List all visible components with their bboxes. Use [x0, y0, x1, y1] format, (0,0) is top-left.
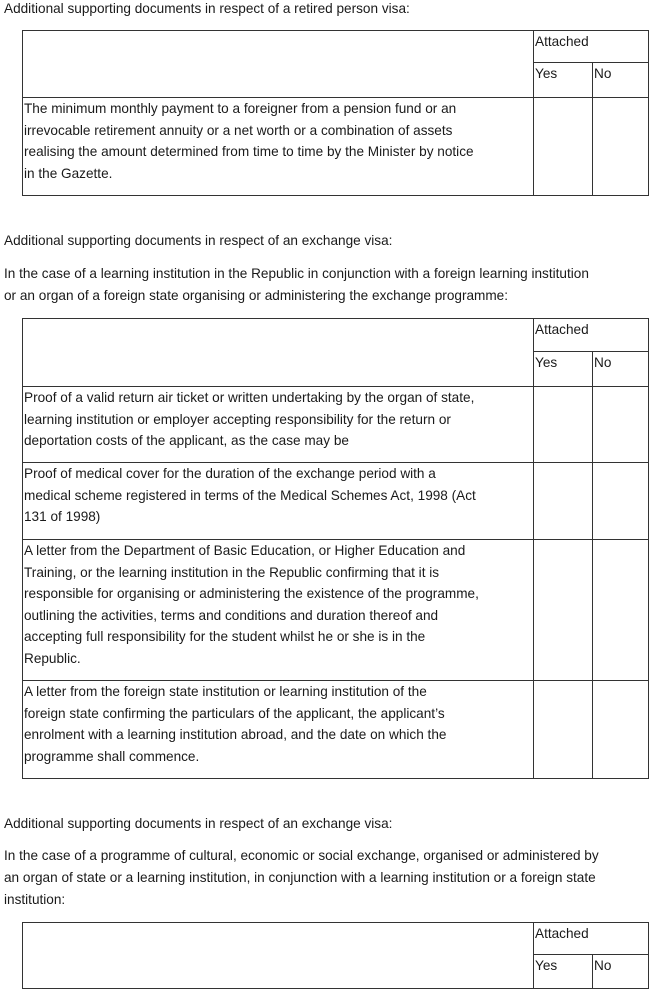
requirement-line: Republic.: [24, 650, 81, 666]
requirement-cell: [23, 540, 534, 681]
requirement-line: in the Gazette.: [24, 165, 113, 181]
exchange-visa-table: [22, 318, 649, 779]
requirement-line: realising the amount determined from time to time by the Minister by notice: [24, 144, 474, 159]
attached-header: Attached: [534, 923, 649, 955]
no-checkbox-cell[interactable]: [593, 463, 649, 540]
yes-checkbox-cell[interactable]: [534, 681, 593, 779]
requirement-cell: [23, 681, 534, 779]
yes-header: Yes: [534, 63, 593, 98]
yes-checkbox-cell[interactable]: [534, 463, 593, 540]
requirement-line: 131 of 1998): [24, 509, 101, 524]
no-header: No: [593, 955, 649, 989]
requirement-cell: [23, 387, 534, 463]
requirement-line: A letter from the Department of Basic Education, or Higher Education and: [24, 543, 466, 558]
no-checkbox-cell[interactable]: [593, 387, 649, 463]
requirement-line: deportation costs of the applicant, as the case may be: [24, 433, 349, 448]
requirement-line: programme shall commence.: [24, 748, 200, 764]
requirement-line: responsible for organising or administering the existence of the programme,: [24, 586, 479, 601]
yes-checkbox-cell[interactable]: [534, 540, 593, 681]
yes-checkbox-cell[interactable]: [534, 98, 593, 196]
table-row: [23, 463, 649, 540]
exchange-visa-heading: Additional supporting documents in respect of an exchange visa:: [4, 816, 393, 831]
requirement-line: accepting full responsibility for the student whilst he or she is in the: [24, 629, 426, 644]
attached-header: Attached: [534, 31, 649, 63]
yes-checkbox-cell[interactable]: [534, 387, 593, 463]
requirement-line: medical scheme registered in terms of the Medical Schemes Act, 1998 (Act: [24, 487, 476, 503]
table-header-blank: [23, 31, 534, 98]
requirement-line: foreign state confirming the particulars of the applicant, the applicant’s: [24, 705, 445, 721]
requirement-line: Training, or the learning institution in the Republic confirming that it is: [24, 564, 440, 580]
requirement-line: The minimum monthly payment to a foreigner from a pension fund or an: [24, 101, 457, 116]
requirement-line: enrolment with a learning institution abroad, and the date on which the: [24, 727, 447, 742]
table-header-blank: [23, 923, 534, 989]
exchange-visa-intro-line: In the case of a programme of cultural, economic or social exchange, organised or administered by: [4, 848, 599, 863]
exchange-visa-table: [22, 922, 649, 989]
no-header: No: [593, 63, 649, 98]
requirement-line: A letter from the foreign state institution or learning institution of the: [24, 684, 427, 699]
table-row: [23, 387, 649, 463]
no-checkbox-cell[interactable]: [593, 540, 649, 681]
yes-header: Yes: [534, 352, 593, 387]
exchange-visa-intro-line: institution:: [4, 892, 66, 907]
no-checkbox-cell[interactable]: [593, 681, 649, 779]
table-row: [23, 98, 649, 196]
exchange-visa-intro-line: In the case of a learning institution in the Republic in conjunction with a foreign learning institution: [4, 266, 589, 281]
table-header-blank: [23, 319, 534, 387]
exchange-visa-heading: Additional supporting documents in respect of an exchange visa:: [4, 233, 393, 248]
retired-visa-table: [22, 30, 649, 196]
yes-header: Yes: [534, 955, 593, 989]
exchange-visa-intro-line: or an organ of a foreign state organising or administering the exchange programme:: [4, 288, 509, 303]
no-checkbox-cell[interactable]: [593, 98, 649, 196]
no-header: No: [593, 352, 649, 387]
requirement-line: Proof of medical cover for the duration of the exchange period with a: [24, 466, 436, 481]
table-row: [23, 540, 649, 681]
requirement-line: Proof of a valid return air ticket or written undertaking by the organ of state,: [24, 390, 475, 405]
table-row: [23, 681, 649, 779]
requirement-cell: [23, 98, 534, 196]
requirement-line: outlining the activities, terms and conditions and duration thereof and: [24, 607, 439, 623]
requirement-line: irrevocable retirement annuity or a net worth or a combination of assets: [24, 122, 453, 138]
requirement-cell: [23, 463, 534, 540]
retired-visa-heading: Additional supporting documents in respect of a retired person visa:: [4, 1, 410, 16]
attached-header: Attached: [534, 319, 649, 352]
requirement-line: learning institution or employer accepting responsibility for the return or: [24, 411, 451, 427]
exchange-visa-intro-line: an organ of state or a learning institution, in conjunction with a learning institution or a foreign state: [4, 870, 596, 885]
